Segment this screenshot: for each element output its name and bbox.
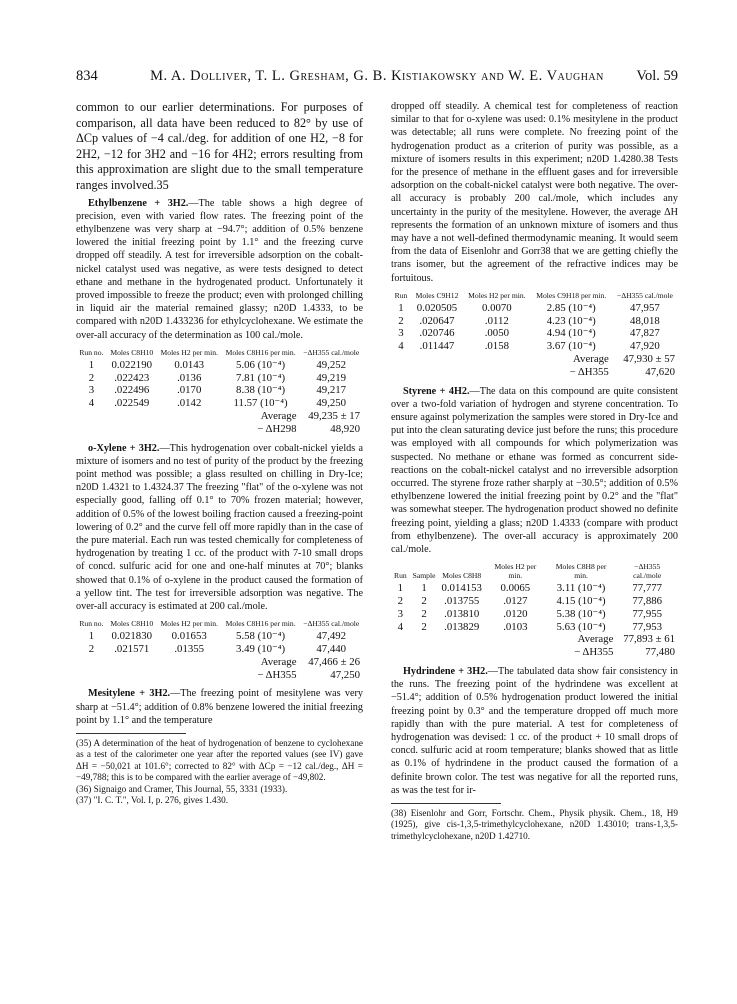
table-cell: .011447 bbox=[419, 340, 455, 353]
mesitylene-continued-paragraph: dropped off steadily. A chemical test for completeness of reaction similar to that for o-xylene was used: 0.1% mesitylene in the product was detectable; all runs were complete. No freezing point of the hydrogenation product as a criterion of purity was possible, as a mixture of isomers results in this experiment; n20D 1.4280.38 Tests for the presence of methane in the effluent gases and for irreversible adsorption on the cobalt-nickel catalyst were both negative. The over-all accuracy is probably 200 cal./mole, which includes any uncertainty in the purity of the mesitylene. However, the average ΔH represents the formation of an unknown mixture of isomers and thus may have a not well-defined thermodynamic meaning. It would seem from the data of Eisenlohr and Gorr38 that we are getting chiefly the trans isomer, but the agreement of the refractive indices may be fortuitous. bbox=[391, 101, 678, 284]
average-row bbox=[391, 353, 678, 366]
table-cell: .0103 bbox=[503, 620, 528, 633]
styrene-text: —The data on this compound are quite consistent over a two-fold variation of hydrogen and styrene concentration. To ensure against polymerization the samples were stored in Dry-Ice and put into the clean saturating device just before the runs; this procedure was employed with all compounds for which polymerization was suspected. No methane or ethane was formed as concurrent side-reactions on the cobalt-nickel catalyst and no irreversible adsorption occurred. The styrene froze rather sharply at −30.5°; addition of 0.5% ethylbenzene lowered the initial freezing point by 0.2° and the "flat" was somewhat steeper. The hydrogenation product showed no definite freezing point, yielding a glass; n20D 1.4333 (compare with product from ethylbenzene). The over-all accuracy is approximately 200 cal./mole. bbox=[391, 385, 678, 556]
table-cell: .0050 bbox=[484, 327, 509, 340]
table-cell: 5.58 (10⁻⁴) bbox=[236, 630, 286, 643]
table-cell: 77,953 bbox=[632, 620, 663, 633]
table-cell: 0.020505 bbox=[416, 301, 458, 314]
ethylbenzene-heading: Ethylbenzene + 3H2. bbox=[88, 197, 189, 209]
table-cell: .0120 bbox=[503, 607, 528, 620]
left-column bbox=[76, 100, 363, 980]
table-cell: 47,440 bbox=[316, 643, 347, 656]
table-header: −ΔH355 cal./mole bbox=[303, 347, 360, 357]
table-cell: 4.94 (10⁻⁴) bbox=[546, 327, 596, 340]
table-header: −ΔH355 cal./mole bbox=[616, 290, 673, 300]
ethylbenzene-paragraph bbox=[76, 197, 363, 342]
oxylene-paragraph bbox=[76, 442, 363, 614]
table-cell: 8.38 (10⁻⁴) bbox=[236, 384, 286, 397]
dh-label: − ΔH355 bbox=[257, 668, 297, 681]
table-cell: 2 bbox=[421, 595, 427, 608]
table-header: Moles C8H10 bbox=[110, 619, 154, 629]
footnote: (35) A determination of the heat of hydrogenation of benzene to cyclohexane as a test of the calorimeter one year after the reported values (see IV) gave ΔH = −50,021 at 101.6°; corrected to 82° with ΔCp = −12 cal./deg., ΔH = −49,788; this is to be compared with the earlier average of −49,802. bbox=[76, 738, 363, 783]
table-header: Moles C8H8 per min. bbox=[555, 562, 607, 581]
table-row bbox=[391, 582, 678, 595]
author-line: M. A. Dolliver, T. L. Gresham, G. B. Kistiakowsky and W. E. Vaughan bbox=[150, 68, 604, 84]
styrene-table bbox=[391, 562, 678, 659]
table-cell: 47,492 bbox=[316, 630, 347, 643]
table-cell: 0.0070 bbox=[482, 301, 512, 314]
table-cell: .0127 bbox=[503, 595, 528, 608]
table-header: Moles C8H10 bbox=[110, 347, 154, 357]
table-cell: 47,827 bbox=[630, 327, 660, 340]
table-cell: 47,957 bbox=[630, 301, 660, 314]
table-cell: 77,777 bbox=[632, 582, 663, 595]
table-row bbox=[76, 630, 363, 643]
page-number: 834 bbox=[76, 68, 98, 84]
table-cell: 0.014153 bbox=[441, 582, 482, 595]
table-header: Moles C9H18 per min. bbox=[536, 290, 607, 300]
table-cell: 2 bbox=[88, 371, 95, 384]
table-header: Moles H2 per min. bbox=[160, 347, 218, 357]
table-cell: 0.01653 bbox=[171, 630, 207, 643]
table-cell: 0.0143 bbox=[174, 358, 205, 371]
average-row bbox=[76, 656, 363, 669]
table-row bbox=[391, 302, 678, 315]
table-cell: 77,886 bbox=[632, 595, 663, 608]
table-row bbox=[391, 327, 678, 340]
table-row bbox=[76, 372, 363, 385]
oxylene-heading: o-Xylene + 3H2. bbox=[88, 442, 160, 454]
dh-value: 47,250 bbox=[330, 668, 360, 681]
table-row bbox=[76, 643, 363, 656]
table-header: −ΔH355 cal./mole bbox=[303, 619, 360, 629]
table-cell: 2 bbox=[397, 595, 404, 608]
ethylbenzene-text: —The table shows a high degree of precision, even with varied flow rates. The freezing point of the ethylbenzene was very sharp at −94.7°; addition of 0.5% benzene lowered the initial freezing point by 1.1° and the freezing curve dropped off steadily. A test for irreversible adsorption on the cobalt-nickel catalyst used was negative, as were tests designed to detect ethane and methane in the hydrogenated product. Unfortunately it proved impossible to freeze the product; even with prolonged chilling in liquid air the material remained glassy; n20D 1.4333, to be compared with n20D 1.433236 for ethylcyclohexane. We estimate the over-all accuracy of the determination as 100 cal./mole. bbox=[76, 197, 363, 341]
volume-label: Vol. 59 bbox=[636, 68, 678, 84]
table-cell: .022496 bbox=[114, 384, 150, 397]
table-cell: .0136 bbox=[177, 371, 202, 384]
table-cell: 49,250 bbox=[316, 397, 347, 410]
dh-label: − ΔH355 bbox=[574, 646, 614, 659]
table-header: Run bbox=[394, 290, 408, 300]
footnote-rule bbox=[76, 733, 186, 734]
table-cell: 2 bbox=[421, 607, 427, 620]
ethylbenzene-table bbox=[76, 348, 363, 436]
table-cell: 47,920 bbox=[630, 340, 660, 353]
table-row bbox=[391, 340, 678, 353]
footnote-rule bbox=[391, 803, 501, 804]
table-cell: 48,018 bbox=[630, 314, 660, 327]
table-cell: 1 bbox=[88, 358, 95, 371]
average-value: 47,930 ± 57 bbox=[623, 353, 675, 366]
table-cell: .0158 bbox=[484, 340, 509, 353]
average-row bbox=[76, 410, 363, 423]
footnote: (37) "I. C. T.", Vol. I, p. 276, gives 1.430. bbox=[76, 795, 229, 806]
table-row bbox=[391, 595, 678, 608]
table-cell: .022423 bbox=[114, 371, 150, 384]
average-label: Average bbox=[260, 409, 297, 422]
table-cell: 0.0065 bbox=[500, 582, 531, 595]
average-label: Average bbox=[573, 353, 609, 366]
table-cell: 4.23 (10⁻⁴) bbox=[546, 314, 596, 327]
footnote: (38) Eisenlohr and Gorr, Fortschr. Chem., Physik physik. Chem., 18, H9 (1925), give cis-1,3,5-trimethylcyclohexane, n20D 1.43010; trans-1,3,5-trimethylcyclohexane, n20D 1.42710. bbox=[391, 808, 678, 841]
dh-row bbox=[391, 366, 678, 379]
table-cell: 77,955 bbox=[632, 607, 663, 620]
table-cell: .013829 bbox=[444, 620, 480, 633]
table-row bbox=[76, 397, 363, 410]
table-cell: .021571 bbox=[114, 643, 150, 656]
table-header: Moles H2 per min. bbox=[468, 290, 526, 300]
dh-row bbox=[76, 423, 363, 436]
table-cell: 3 bbox=[398, 327, 404, 340]
table-cell: 3.11 (10⁻⁴) bbox=[556, 582, 606, 595]
table-cell: 49,219 bbox=[316, 371, 347, 384]
dh-row bbox=[391, 646, 678, 659]
table-cell: 3 bbox=[397, 607, 404, 620]
table-row bbox=[76, 384, 363, 397]
table-header: Run bbox=[394, 571, 407, 581]
oxylene-table bbox=[76, 619, 363, 681]
table-cell: .022549 bbox=[114, 397, 150, 410]
table-cell: .0142 bbox=[177, 397, 202, 410]
average-value: 77,893 ± 61 bbox=[623, 633, 675, 646]
table-cell: .013810 bbox=[444, 607, 480, 620]
average-label: Average bbox=[577, 633, 614, 646]
table-header: Moles H2 per min. bbox=[494, 562, 537, 581]
average-label: Average bbox=[260, 655, 297, 668]
dh-label: − ΔH355 bbox=[569, 365, 609, 378]
table-header: Run no. bbox=[79, 347, 104, 357]
right-column bbox=[391, 100, 678, 980]
average-value: 47,466 ± 26 bbox=[308, 655, 360, 668]
table-header: Moles C8H16 per min. bbox=[225, 347, 296, 357]
mesitylene-heading: Mesitylene + 3H2. bbox=[88, 688, 171, 700]
table-cell: 0.021830 bbox=[111, 630, 153, 643]
table-header: Run no. bbox=[79, 619, 104, 629]
table-cell: .020647 bbox=[419, 314, 455, 327]
table-cell: .013755 bbox=[444, 595, 480, 608]
dh-label: − ΔH298 bbox=[257, 422, 297, 435]
table-header: Sample bbox=[412, 571, 436, 581]
table-cell: 5.38 (10⁻⁴) bbox=[556, 607, 606, 620]
table-cell: 4 bbox=[88, 397, 95, 410]
dh-value: 77,480 bbox=[645, 646, 675, 659]
table-cell: 2.85 (10⁻⁴) bbox=[546, 301, 596, 314]
dh-value: 47,620 bbox=[645, 365, 675, 378]
table-cell: 3.67 (10⁻⁴) bbox=[546, 340, 596, 353]
table-header: Moles H2 per min. bbox=[160, 619, 218, 629]
table-cell: 11.57 (10⁻⁴) bbox=[233, 397, 288, 410]
table-cell: 4 bbox=[398, 340, 404, 353]
table-cell: .01355 bbox=[174, 643, 205, 656]
table-cell: 1 bbox=[421, 582, 427, 595]
table-header: Moles C9H12 bbox=[415, 290, 459, 300]
table-cell: .0112 bbox=[484, 314, 509, 327]
table-cell: 49,217 bbox=[316, 384, 347, 397]
table-cell: 3.49 (10⁻⁴) bbox=[236, 643, 286, 656]
table-cell: 1 bbox=[398, 301, 404, 314]
hydrindene-heading: Hydrindene + 3H2. bbox=[403, 666, 488, 678]
average-value: 49,235 ± 17 bbox=[308, 409, 360, 422]
table-cell: 2 bbox=[421, 620, 427, 633]
table-cell: 1 bbox=[397, 582, 404, 595]
table-row bbox=[391, 621, 678, 634]
dh-value: 48,920 bbox=[330, 422, 360, 435]
table-cell: .0170 bbox=[177, 384, 202, 397]
table-header: −ΔH355 cal./mole bbox=[633, 562, 662, 581]
table-cell: 5.06 (10⁻⁴) bbox=[236, 358, 286, 371]
hydrindene-text: —The tabulated data show fair consistency in the runs. The freezing point of the hydrindene was excellent at −51.4°; addition of 0.5% hydrogenation product lowered the initial freezing point by 0.3° and the temperature dropped off much more rapidly than with the pure material. A test for completeness of hydrogenation was devised: 1 cc. of the product + 10 small drops of concd. sulfuric acid at room temperature; blanks showed that as little as 0.1% of hydrindene in the product caused the formation of a definite brown color. The test was negative for all the reported runs, as was the test for ir- bbox=[391, 666, 678, 796]
intro-paragraph: common to our earlier determinations. For purposes of comparison, all data have been reduced to 82° by use of ΔCp values of −4 cal./deg. for addition of one H2, −8 for 2H2, −12 for 3H2 and −16 for 4H2; errors resulting from this approximation are slight due to the small temperature ranges involved.35 bbox=[76, 100, 363, 192]
table-cell: .020746 bbox=[419, 327, 455, 340]
table-header: Moles C8H16 per min. bbox=[225, 619, 296, 629]
table-row bbox=[391, 315, 678, 328]
mesitylene-table bbox=[391, 291, 678, 379]
footnote: (36) Signaigo and Cramer, This Journal, 55, 3331 (1933). bbox=[76, 783, 288, 794]
table-cell: 49,252 bbox=[316, 358, 347, 371]
table-cell: 0.022190 bbox=[111, 358, 153, 371]
table-cell: 7.81 (10⁻⁴) bbox=[236, 371, 286, 384]
table-cell: 4.15 (10⁻⁴) bbox=[556, 595, 606, 608]
styrene-heading: Styrene + 4H2. bbox=[403, 385, 470, 397]
table-cell: 4 bbox=[397, 620, 404, 633]
average-row bbox=[391, 633, 678, 646]
running-header bbox=[76, 68, 678, 88]
table-cell: 3 bbox=[88, 384, 95, 397]
dh-row bbox=[76, 669, 363, 682]
table-cell: 5.63 (10⁻⁴) bbox=[556, 620, 606, 633]
table-cell: 1 bbox=[88, 630, 95, 643]
table-row bbox=[76, 359, 363, 372]
mesitylene-text: —The freezing point of mesitylene was very sharp at −51.4°; addition of 0.8% benzene lowered the initial freezing point by 1.1° and the temperature bbox=[76, 688, 363, 726]
mesitylene-paragraph bbox=[76, 687, 363, 727]
table-cell: 2 bbox=[88, 643, 95, 656]
oxylene-text: —This hydrogenation over cobalt-nickel yields a mixture of isomers and no test of purity of the product by the freezing point method was possible; a glass resulted on chilling in Dry-Ice; n20D 1.4321 to 1.4324.37 The freezing "flat" of the o-xylene was not especially good, falling off 0.1° to 70% frozen material; however, addition of 0.5% of the lowest boiling fraction caused a freezing-point lowering of 0.2° and the curve fell off more rapidly than in the case of the pure material. Each run was tested chemically for completeness of hydrogenation by treating 1 cc. of the product with 7-10 small drops of concd. sulfuric acid for one and one-half minutes at 70°; blanks showed that 0.1% of o-xylene in the product caused the formation of a yellow tint. The test for irreversible adsorption was negative. The over-all accuracy is estimated at 200 cal./mole. bbox=[76, 442, 363, 613]
table-row bbox=[391, 608, 678, 621]
table-header: Moles C8H8 bbox=[442, 571, 482, 581]
styrene-paragraph bbox=[391, 385, 678, 557]
hydrindene-paragraph bbox=[391, 665, 678, 797]
table-cell: 2 bbox=[398, 314, 404, 327]
